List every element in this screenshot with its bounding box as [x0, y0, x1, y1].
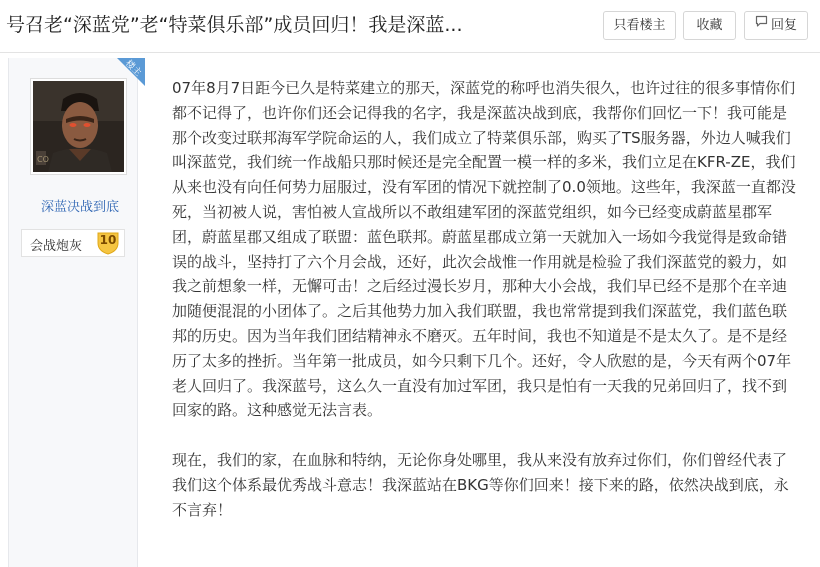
post-paragraph: 现在，我们的家，在血脉和特纳，无论你身处哪里，我从来没有放弃过你们，你们曾经代表了我们这个体系最优秀战斗意志！我深蓝站在BKG等你们回来！接下来的路，依然决战到底，永不言弃！ [172, 450, 789, 519]
level-number: 10 [99, 233, 117, 247]
op-badge-label: 楼主 [123, 58, 143, 79]
only-view-op-button[interactable]: 只看楼主 [603, 11, 676, 40]
post-content [172, 76, 796, 522]
avatar-portrait-icon [33, 81, 126, 174]
author-username[interactable]: 深蓝决战到底 [40, 200, 119, 215]
post-paragraph: 07年8月7日距今已久是特菜建立的那天，深蓝党的称呼也消失很久，也许过往的很多事情你们都不记得了，也许你们还会记得我的名字，我是深蓝决战到底，我帮你们回忆一下！我可能是那个改变过联邦海军学院命运的人，我们成立了特菜俱乐部，购买了TS服务器，外边人喊我们叫深蓝党，我们统一作战船只那时候还是完全配置一模一样的多米，我们立足在KFR-ZE，我们从来也没有向任何势力屈服过，没有军团的情况下就控制了0.0领地。这些年，我深蓝一直都没死，当初被人说，害怕被人宣战所以不敢组建军团的深蓝党组织，如今已经变成蔚蓝星郡军团，蔚蓝星郡又组成了联盟：蓝色联邦。蔚蓝星郡成立第一天就加入一场如今我觉得是致命错误的战斗，坚持打了六个月会战，还好，此次会战惟一作用就是检验了我们深蓝党的毅力，如我之前想象一样，无懈可击！之后经过漫长岁月，那种大小会战，我们早已经不是那个在辛迪加随便混混的小团体了。之后其他势力加入我们联盟，我也常常提到我们深蓝党，我们蓝色联邦的历史。因为当年我们团结精神永不磨灭。五年时间，我也不知道是不是太久了。是不是经历了太多的挫折。当年第一批成员，如今只剩下几个。还好，令人欣慰的是，今天有两个07年老人回归了。我深蓝号，这么久一直没有加过军团，我只是怕有一天我的兄弟回归了，找不到回家的路。这种感觉无法言表。 [172, 79, 796, 420]
svg-text:CO: CO [37, 155, 49, 164]
thread-header [0, 0, 820, 52]
author-level [21, 229, 125, 257]
reply-button[interactable] [744, 11, 808, 40]
shield-badge-icon [95, 230, 121, 256]
paragraph-spacer [172, 423, 796, 448]
speech-bubble-icon [755, 11, 768, 38]
avatar[interactable] [31, 79, 126, 174]
level-title: 会战炮灰 [30, 239, 83, 254]
reply-label: 回复 [770, 18, 797, 33]
thread-title: 号召老“深蓝党”老“特菜俱乐部”成员回归！我是深蓝... [6, 14, 463, 36]
header-divider [0, 52, 820, 53]
collect-button[interactable]: 收藏 [683, 11, 736, 40]
